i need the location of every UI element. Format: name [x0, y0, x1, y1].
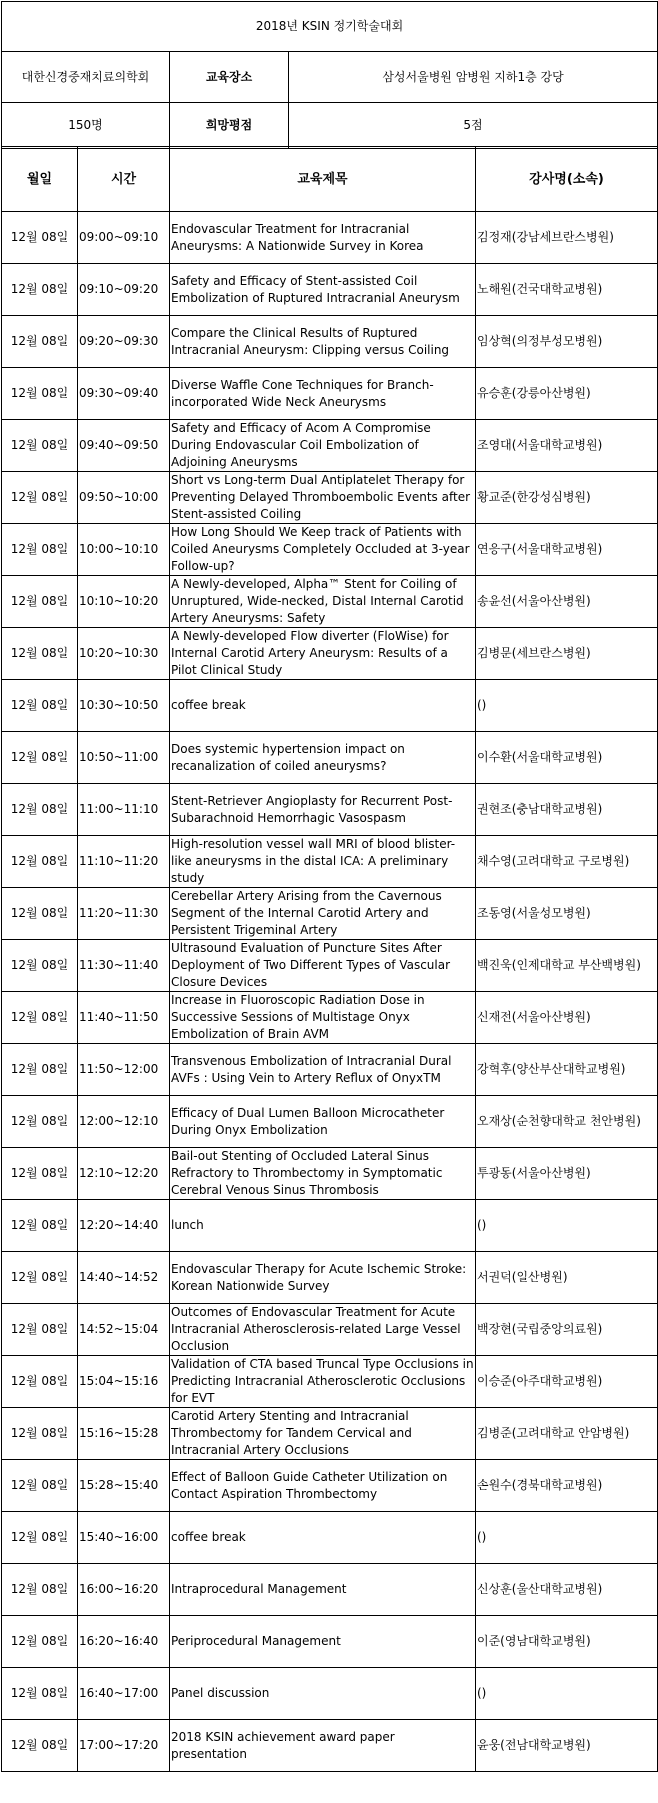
session-title: Short vs Long-term Dual Antiplatelet Therapy for Preventing Delayed Thromboembolic Events after Stent-assisted Coiling [170, 472, 476, 524]
session-date: 12월 08일 [2, 1252, 78, 1304]
table-row [2, 1096, 658, 1148]
session-date: 12월 08일 [2, 1356, 78, 1408]
table-row [2, 628, 658, 680]
session-date: 12월 08일 [2, 888, 78, 940]
session-date: 12월 08일 [2, 628, 78, 680]
session-date: 12월 08일 [2, 1512, 78, 1564]
table-row [2, 784, 658, 836]
session-title: Validation of CTA based Truncal Type Occlusions in Predicting Intracranial Atherosclerotic Occlusions for EVT [170, 1356, 476, 1408]
table-row [2, 1200, 658, 1252]
table-row [2, 888, 658, 940]
session-title: Endovascular Therapy for Acute Ischemic Stroke: Korean Nationwide Survey [170, 1252, 476, 1304]
session-title: Does systemic hypertension impact on recanalization of coiled aneurysms? [170, 732, 476, 784]
session-speaker: 백장현(국립중앙의료원) [476, 1304, 658, 1356]
session-time: 12:10~12:20 [78, 1148, 170, 1200]
session-date: 12월 08일 [2, 732, 78, 784]
session-title: Diverse Waffle Cone Techniques for Branch-incorporated Wide Neck Aneurysms [170, 368, 476, 420]
table-row [2, 472, 658, 524]
table-row [2, 1148, 658, 1200]
session-time: 15:16~15:28 [78, 1408, 170, 1460]
session-title: Compare the Clinical Results of Ruptured Intracranial Aneurysm: Clipping versus Coiling [170, 316, 476, 368]
schedule-header-row [2, 147, 658, 212]
session-date: 12월 08일 [2, 1720, 78, 1772]
session-title: Intraprocedural Management [170, 1564, 476, 1616]
session-time: 11:20~11:30 [78, 888, 170, 940]
session-date: 12월 08일 [2, 420, 78, 472]
session-time: 09:50~10:00 [78, 472, 170, 524]
session-speaker: () [476, 1200, 658, 1252]
session-time: 10:50~11:00 [78, 732, 170, 784]
session-date: 12월 08일 [2, 524, 78, 576]
session-title: Outcomes of Endovascular Treatment for Acute Intracranial Atherosclerosis-related Large Vessel Occlusion [170, 1304, 476, 1356]
session-speaker: 이승준(아주대학교병원) [476, 1356, 658, 1408]
session-date: 12월 08일 [2, 836, 78, 888]
session-time: 14:40~14:52 [78, 1252, 170, 1304]
table-row [2, 212, 658, 264]
header-speaker: 강사명(소속) [476, 147, 658, 212]
session-time: 15:04~15:16 [78, 1356, 170, 1408]
session-date: 12월 08일 [2, 1408, 78, 1460]
session-title: Cerebellar Artery Arising from the Cavernous Segment of the Internal Carotid Artery and Persistent Trigeminal Artery [170, 888, 476, 940]
table-row [2, 368, 658, 420]
session-speaker: 김정재(강남세브란스병원) [476, 212, 658, 264]
session-title: Ultrasound Evaluation of Puncture Sites After Deployment of Two Different Types of Vascular Closure Devices [170, 940, 476, 992]
session-title: Bail-out Stenting of Occluded Lateral Sinus Refractory to Thrombectomy in Symptomatic Cerebral Venous Sinus Thrombosis [170, 1148, 476, 1200]
session-speaker: 김병준(고려대학교 안암병원) [476, 1408, 658, 1460]
session-date: 12월 08일 [2, 1200, 78, 1252]
session-title: High-resolution vessel wall MRI of blood blister-like aneurysms in the distal ICA: A preliminary study [170, 836, 476, 888]
session-title: Safety and Efficacy of Stent-assisted Coil Embolization of Ruptured Intracranial Aneurysm [170, 264, 476, 316]
session-speaker: 백진욱(인제대학교 부산백병원) [476, 940, 658, 992]
session-speaker: 권현조(충남대학교병원) [476, 784, 658, 836]
session-date: 12월 08일 [2, 940, 78, 992]
session-time: 17:00~17:20 [78, 1720, 170, 1772]
session-date: 12월 08일 [2, 992, 78, 1044]
table-row [2, 836, 658, 888]
session-title: Periprocedural Management [170, 1616, 476, 1668]
session-date: 12월 08일 [2, 576, 78, 628]
table-row [2, 1460, 658, 1512]
points-label: 희망평점 [170, 103, 289, 149]
session-title: A Newly-developed, Alpha™ Stent for Coiling of Unruptured, Wide-necked, Distal Internal Carotid Artery Aneurysms: Safety [170, 576, 476, 628]
session-date: 12월 08일 [2, 1096, 78, 1148]
session-date: 12월 08일 [2, 1564, 78, 1616]
session-date: 12월 08일 [2, 212, 78, 264]
session-time: 09:40~09:50 [78, 420, 170, 472]
session-title: coffee break [170, 1512, 476, 1564]
event-title-row [2, 2, 658, 52]
session-title: Efficacy of Dual Lumen Balloon Microcatheter During Onyx Embolization [170, 1096, 476, 1148]
event-venue-row [2, 52, 658, 103]
session-speaker: 손원수(경북대학교병원) [476, 1460, 658, 1512]
event-title: 2018년 KSIN 정기학술대회 [2, 2, 658, 52]
session-time: 10:10~10:20 [78, 576, 170, 628]
schedule-table [1, 146, 658, 1772]
session-speaker: 김병문(세브란스병원) [476, 628, 658, 680]
table-row [2, 524, 658, 576]
session-speaker: 투광동(서울아산병원) [476, 1148, 658, 1200]
session-date: 12월 08일 [2, 1304, 78, 1356]
session-title: Carotid Artery Stenting and Intracranial Thrombectomy for Tandem Cervical and Intracranial Artery Occlusions [170, 1408, 476, 1460]
table-row [2, 940, 658, 992]
session-speaker: 노해원(건국대학교병원) [476, 264, 658, 316]
event-info-table [1, 1, 658, 149]
session-time: 10:30~10:50 [78, 680, 170, 732]
session-time: 11:40~11:50 [78, 992, 170, 1044]
session-title: 2018 KSIN achievement award paper presentation [170, 1720, 476, 1772]
session-speaker: 윤웅(전남대학교병원) [476, 1720, 658, 1772]
session-title: Endovascular Treatment for Intracranial Aneurysms: A Nationwide Survey in Korea [170, 212, 476, 264]
session-speaker: 이수환(서울대학교병원) [476, 732, 658, 784]
table-row [2, 680, 658, 732]
session-time: 15:28~15:40 [78, 1460, 170, 1512]
table-row [2, 1668, 658, 1720]
session-time: 10:00~10:10 [78, 524, 170, 576]
session-date: 12월 08일 [2, 1148, 78, 1200]
capacity-value: 150명 [2, 103, 170, 149]
table-row [2, 1356, 658, 1408]
session-speaker: 채수영(고려대학교 구로병원) [476, 836, 658, 888]
session-date: 12월 08일 [2, 1044, 78, 1096]
table-row [2, 1304, 658, 1356]
session-speaker: 이준(영남대학교병원) [476, 1616, 658, 1668]
table-row [2, 1564, 658, 1616]
organizer-name: 대한신경중재치료의학회 [2, 52, 170, 103]
session-speaker: 황교준(한강성심병원) [476, 472, 658, 524]
session-date: 12월 08일 [2, 784, 78, 836]
session-time: 12:20~14:40 [78, 1200, 170, 1252]
table-row [2, 1512, 658, 1564]
session-title: Panel discussion [170, 1668, 476, 1720]
points-value: 5점 [289, 103, 658, 149]
session-speaker: () [476, 680, 658, 732]
session-title: How Long Should We Keep track of Patients with Coiled Aneurysms Completely Occluded at 3-year Follow-up? [170, 524, 476, 576]
session-date: 12월 08일 [2, 472, 78, 524]
session-speaker: () [476, 1512, 658, 1564]
table-row [2, 992, 658, 1044]
session-title: Stent-Retriever Angioplasty for Recurrent Post-Subarachnoid Hemorrhagic Vasospasm [170, 784, 476, 836]
table-row [2, 1616, 658, 1668]
table-row [2, 1408, 658, 1460]
session-title: Safety and Efficacy of Acom A Compromise During Endovascular Coil Embolization of Adjoining Aneurysms [170, 420, 476, 472]
session-date: 12월 08일 [2, 680, 78, 732]
session-speaker: 조영대(서울대학교병원) [476, 420, 658, 472]
session-speaker: 연응구(서울대학교병원) [476, 524, 658, 576]
session-time: 09:30~09:40 [78, 368, 170, 420]
session-date: 12월 08일 [2, 1460, 78, 1512]
session-speaker: 오재상(순천향대학교 천안병원) [476, 1096, 658, 1148]
session-speaker: 강혁후(양산부산대학교병원) [476, 1044, 658, 1096]
session-time: 14:52~15:04 [78, 1304, 170, 1356]
session-time: 11:50~12:00 [78, 1044, 170, 1096]
session-time: 09:20~09:30 [78, 316, 170, 368]
session-time: 16:20~16:40 [78, 1616, 170, 1668]
session-speaker: 임상혁(의정부성모병원) [476, 316, 658, 368]
table-row [2, 1252, 658, 1304]
session-speaker: 서권덕(일산병원) [476, 1252, 658, 1304]
table-row [2, 264, 658, 316]
session-time: 09:00~09:10 [78, 212, 170, 264]
session-title: A Newly-developed Flow diverter (FloWise) for Internal Carotid Artery Aneurysm: Results of a Pilot Clinical Study [170, 628, 476, 680]
session-speaker: 신재전(서울아산병원) [476, 992, 658, 1044]
session-speaker: 유승훈(강릉아산병원) [476, 368, 658, 420]
table-row [2, 420, 658, 472]
table-row [2, 1720, 658, 1772]
header-date: 월일 [2, 147, 78, 212]
table-row [2, 316, 658, 368]
session-date: 12월 08일 [2, 368, 78, 420]
session-title: lunch [170, 1200, 476, 1252]
session-time: 12:00~12:10 [78, 1096, 170, 1148]
session-date: 12월 08일 [2, 316, 78, 368]
session-time: 16:40~17:00 [78, 1668, 170, 1720]
session-time: 11:00~11:10 [78, 784, 170, 836]
table-row [2, 1044, 658, 1096]
session-time: 11:10~11:20 [78, 836, 170, 888]
session-date: 12월 08일 [2, 264, 78, 316]
header-title: 교육제목 [170, 147, 476, 212]
session-time: 11:30~11:40 [78, 940, 170, 992]
session-title: Effect of Balloon Guide Catheter Utilization on Contact Aspiration Thrombectomy [170, 1460, 476, 1512]
session-title: Increase in Fluoroscopic Radiation Dose in Successive Sessions of Multistage Onyx Embolization of Brain AVM [170, 992, 476, 1044]
session-title: Transvenous Embolization of Intracranial Dural AVFs : Using Vein to Artery Reflux of OnyxTM [170, 1044, 476, 1096]
header-time: 시간 [78, 147, 170, 212]
session-date: 12월 08일 [2, 1668, 78, 1720]
session-time: 15:40~16:00 [78, 1512, 170, 1564]
session-time: 16:00~16:20 [78, 1564, 170, 1616]
session-speaker: 송윤선(서울아산병원) [476, 576, 658, 628]
session-speaker: 신상훈(울산대학교병원) [476, 1564, 658, 1616]
session-speaker: 조동영(서울성모병원) [476, 888, 658, 940]
session-time: 10:20~10:30 [78, 628, 170, 680]
session-time: 09:10~09:20 [78, 264, 170, 316]
session-date: 12월 08일 [2, 1616, 78, 1668]
session-title: coffee break [170, 680, 476, 732]
event-capacity-row [2, 103, 658, 149]
session-speaker: () [476, 1668, 658, 1720]
table-row [2, 732, 658, 784]
table-row [2, 576, 658, 628]
venue-label: 교육장소 [170, 52, 289, 103]
venue-value: 삼성서울병원 암병원 지하1층 강당 [289, 52, 658, 103]
